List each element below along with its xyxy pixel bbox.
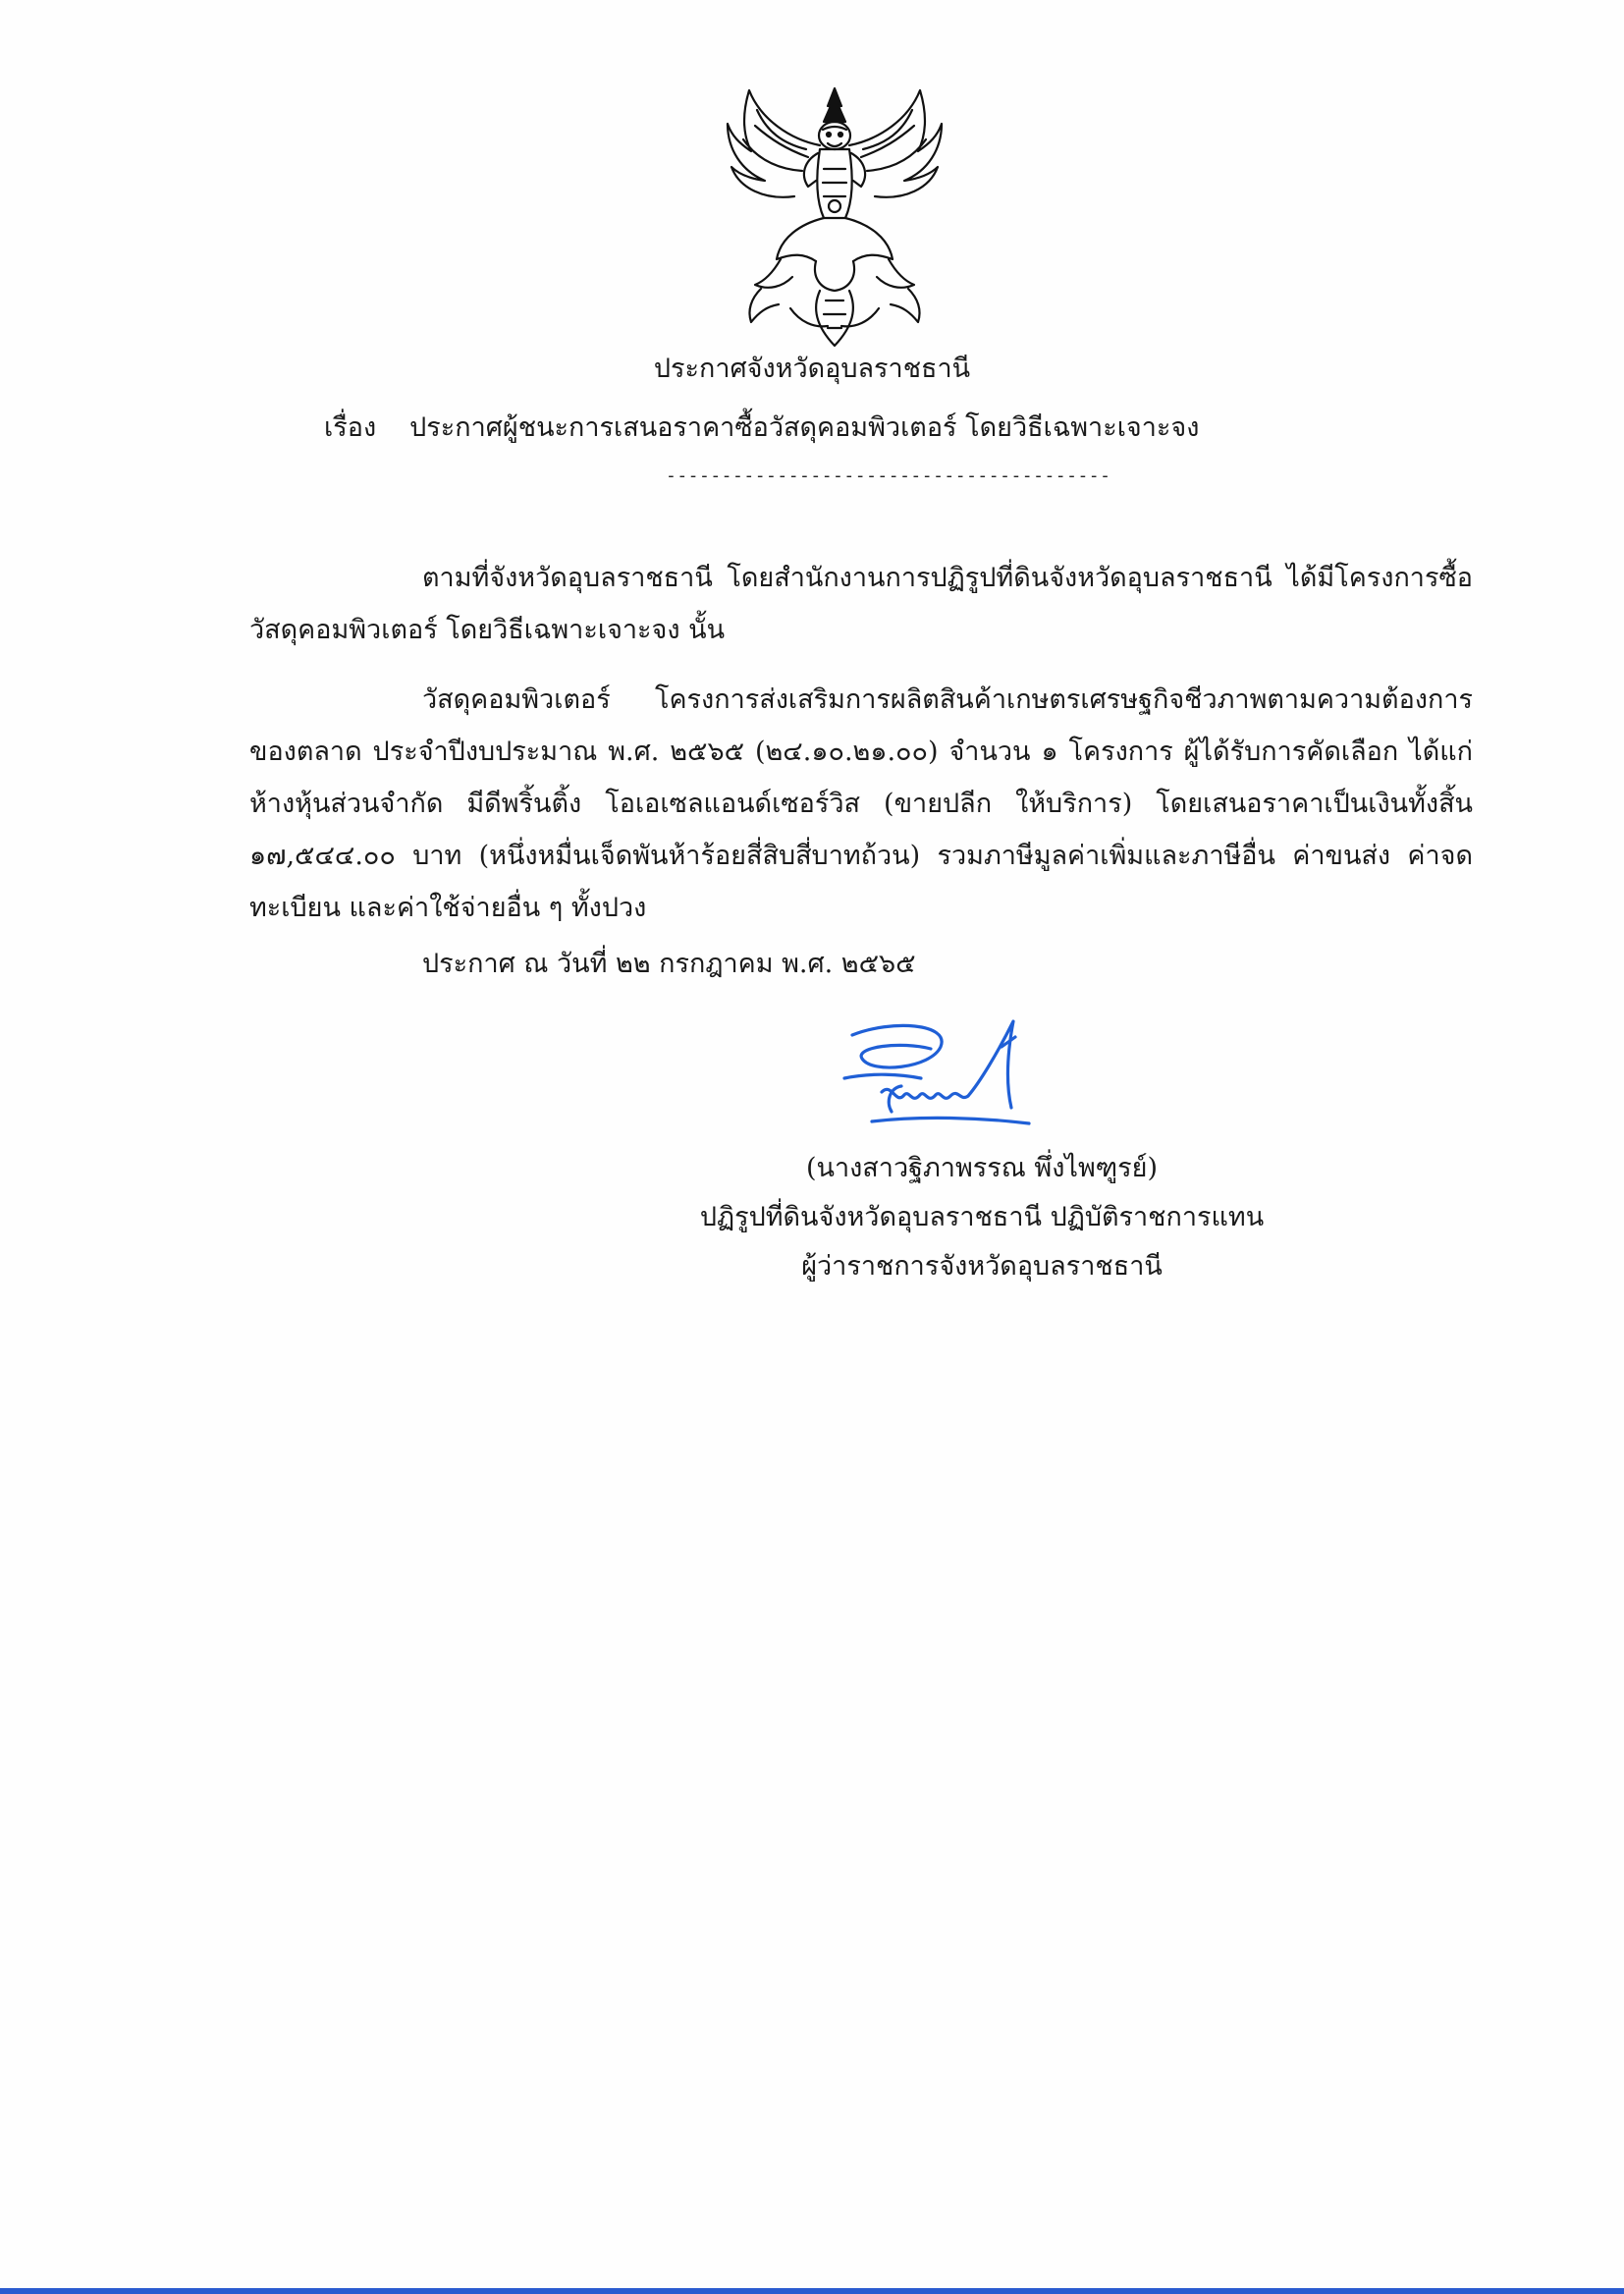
- signer-name: (นางสาวฐิภาพรรณ พึ่งไพฑูรย์): [805, 1153, 1159, 1183]
- paragraph-1-text: ตามที่จังหวัดอุบลราชธานี โดยสำนักงานการปฏิรูปที่ดินจังหวัดอุบลราชธานี ได้มีโครงการซื้อวัสดุคอมพิวเตอร์ โดยวิธีเฉพาะเจาะจง นั้น: [249, 563, 1473, 645]
- handwritten-signature: [833, 1013, 1068, 1149]
- announcement-date: ประกาศ ณ วันที่ ๒๒ กรกฎาคม พ.ศ. ๒๕๖๕: [422, 949, 916, 979]
- document-title: ประกาศจังหวัดอุบลราชธานี: [653, 354, 971, 384]
- signer-position: ปฏิรูปที่ดินจังหวัดอุบลราชธานี ปฏิบัติราชการแทน: [699, 1202, 1265, 1232]
- subject-label: เรื่อง: [324, 412, 377, 443]
- subject-line: [324, 414, 1306, 441]
- paragraph-2-text: วัสดุคอมพิวเตอร์ โครงการส่งเสริมการผลิตสินค้าเกษตรเศรษฐกิจชีวภาพตามความต้องการของตลาด ประจำปีงบประมาณ พ.ศ. ๒๕๖๕ (๒๔.๑๐.๒๑.๐๐) จำนวน ๑ โครงการ ผู้ได้รับการคัดเลือก ได้แก่ ห้างหุ้นส่วนจำกัด มีดีพริ้นติ้ง โอเอเซลแอนด์เซอร์วิส (ขายปลีก ให้บริการ) โดยเสนอราคาเป็นเงินทั้งสิ้น ๑๗,๕๔๔.๐๐ บาท (หนึ่งหมื่นเจ็ดพันห้าร้อยสี่สิบสี่บาทถ้วน) รวมภาษีมูลค่าเพิ่มและภาษีอื่น ค่าขนส่ง ค่าจดทะเบียน และค่าใช้จ่ายอื่น ๆ ทั้งปวง: [249, 684, 1473, 923]
- garuda-emblem-icon: [722, 81, 947, 355]
- subject-text: ประกาศผู้ชนะการเสนอราคาซื้อวัสดุคอมพิวเตอร์ โดยวิธีเฉพาะเจาะจง: [409, 412, 1200, 443]
- divider: ----------------------------------------: [666, 465, 1111, 486]
- paragraph-1: [249, 552, 1473, 656]
- scan-edge-strip: [0, 2288, 1624, 2294]
- signer-role: ผู้ว่าราชการจังหวัดอุบลราชธานี: [801, 1251, 1163, 1282]
- paragraph-2: [249, 674, 1473, 934]
